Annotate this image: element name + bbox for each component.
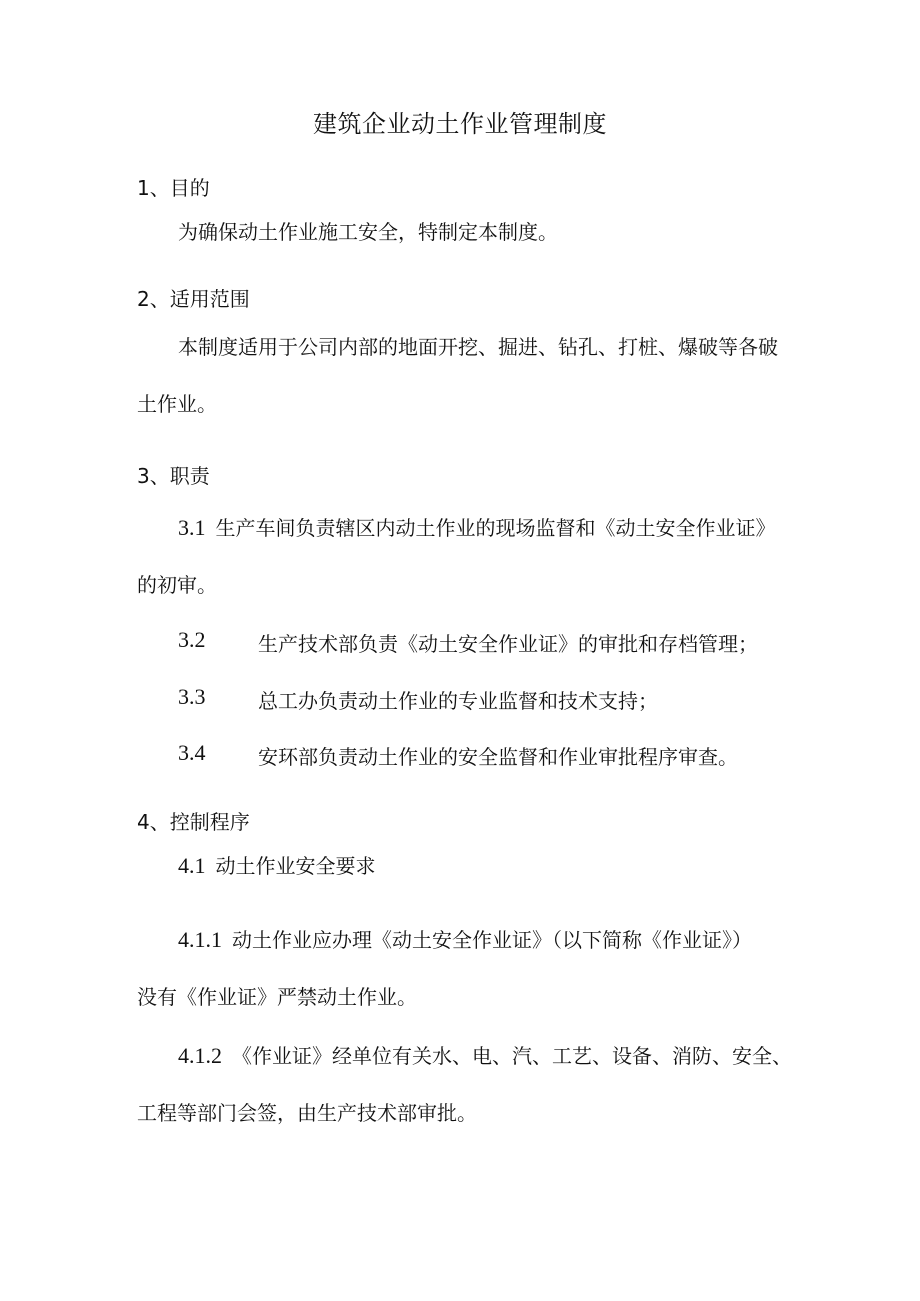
clause-4-1-2	[178, 1040, 792, 1069]
clause-4-1-2-text-line-1: 《作业证》经单位有关水、电、汽、工艺、设备、消防、安全、	[232, 1044, 792, 1068]
clause-3-4	[178, 741, 818, 771]
document-title: 建筑企业动土作业管理制度	[313, 110, 607, 138]
section-4-heading: 4、控制程序	[137, 810, 250, 834]
clause-3-2-number: 3.2	[178, 627, 206, 652]
section-2-body-line-2: 土作业。	[137, 392, 217, 416]
clause-4-1	[178, 850, 376, 879]
section-1-heading: 1、目的	[137, 176, 210, 200]
clause-4-1-number: 4.1	[178, 853, 206, 878]
clause-3-1	[178, 512, 776, 541]
clause-4-1-2-text-line-2: 工程等部门会签，由生产技术部审批。	[137, 1101, 477, 1125]
section-2-body-line-1: 本制度适用于公司内部的地面开挖、掘进、钻孔、打桩、爆破等各破	[178, 335, 778, 359]
clause-4-1-1-text-line-1: 动土作业应办理《动土安全作业证》（以下简称《作业证》）	[232, 928, 752, 952]
clause-3-1-number: 3.1	[178, 515, 206, 540]
section-3-heading: 3、职责	[137, 464, 210, 488]
clause-3-4-text: 安环部负责动土作业的安全监督和作业审批程序审查。	[258, 745, 738, 769]
clause-3-2-text: 生产技术部负责《动土安全作业证》的审批和存档管理；	[258, 632, 758, 656]
section-1-body: 为确保动土作业施工安全，特制定本制度。	[178, 220, 558, 244]
clause-3-3-text: 总工办负责动土作业的专业监督和技术支持；	[258, 689, 658, 713]
clause-3-3-number: 3.3	[178, 684, 206, 709]
clause-4-1-1	[178, 924, 752, 953]
clause-3-1-text-line-1: 生产车间负责辖区内动土作业的现场监督和《动土安全作业证》	[215, 516, 776, 540]
clause-4-1-1-text-line-2: 没有《作业证》严禁动土作业。	[137, 985, 417, 1009]
section-2-heading: 2、适用范围	[137, 287, 250, 311]
clause-3-1-text-line-2: 的初审。	[137, 573, 217, 597]
clause-4-1-1-number: 4.1.1	[178, 927, 222, 952]
clause-3-2	[178, 628, 818, 658]
clause-4-1-2-number: 4.1.2	[178, 1043, 222, 1068]
clause-3-3	[178, 685, 818, 715]
clause-3-4-number: 3.4	[178, 740, 206, 765]
clause-4-1-text: 动土作业安全要求	[215, 854, 376, 878]
